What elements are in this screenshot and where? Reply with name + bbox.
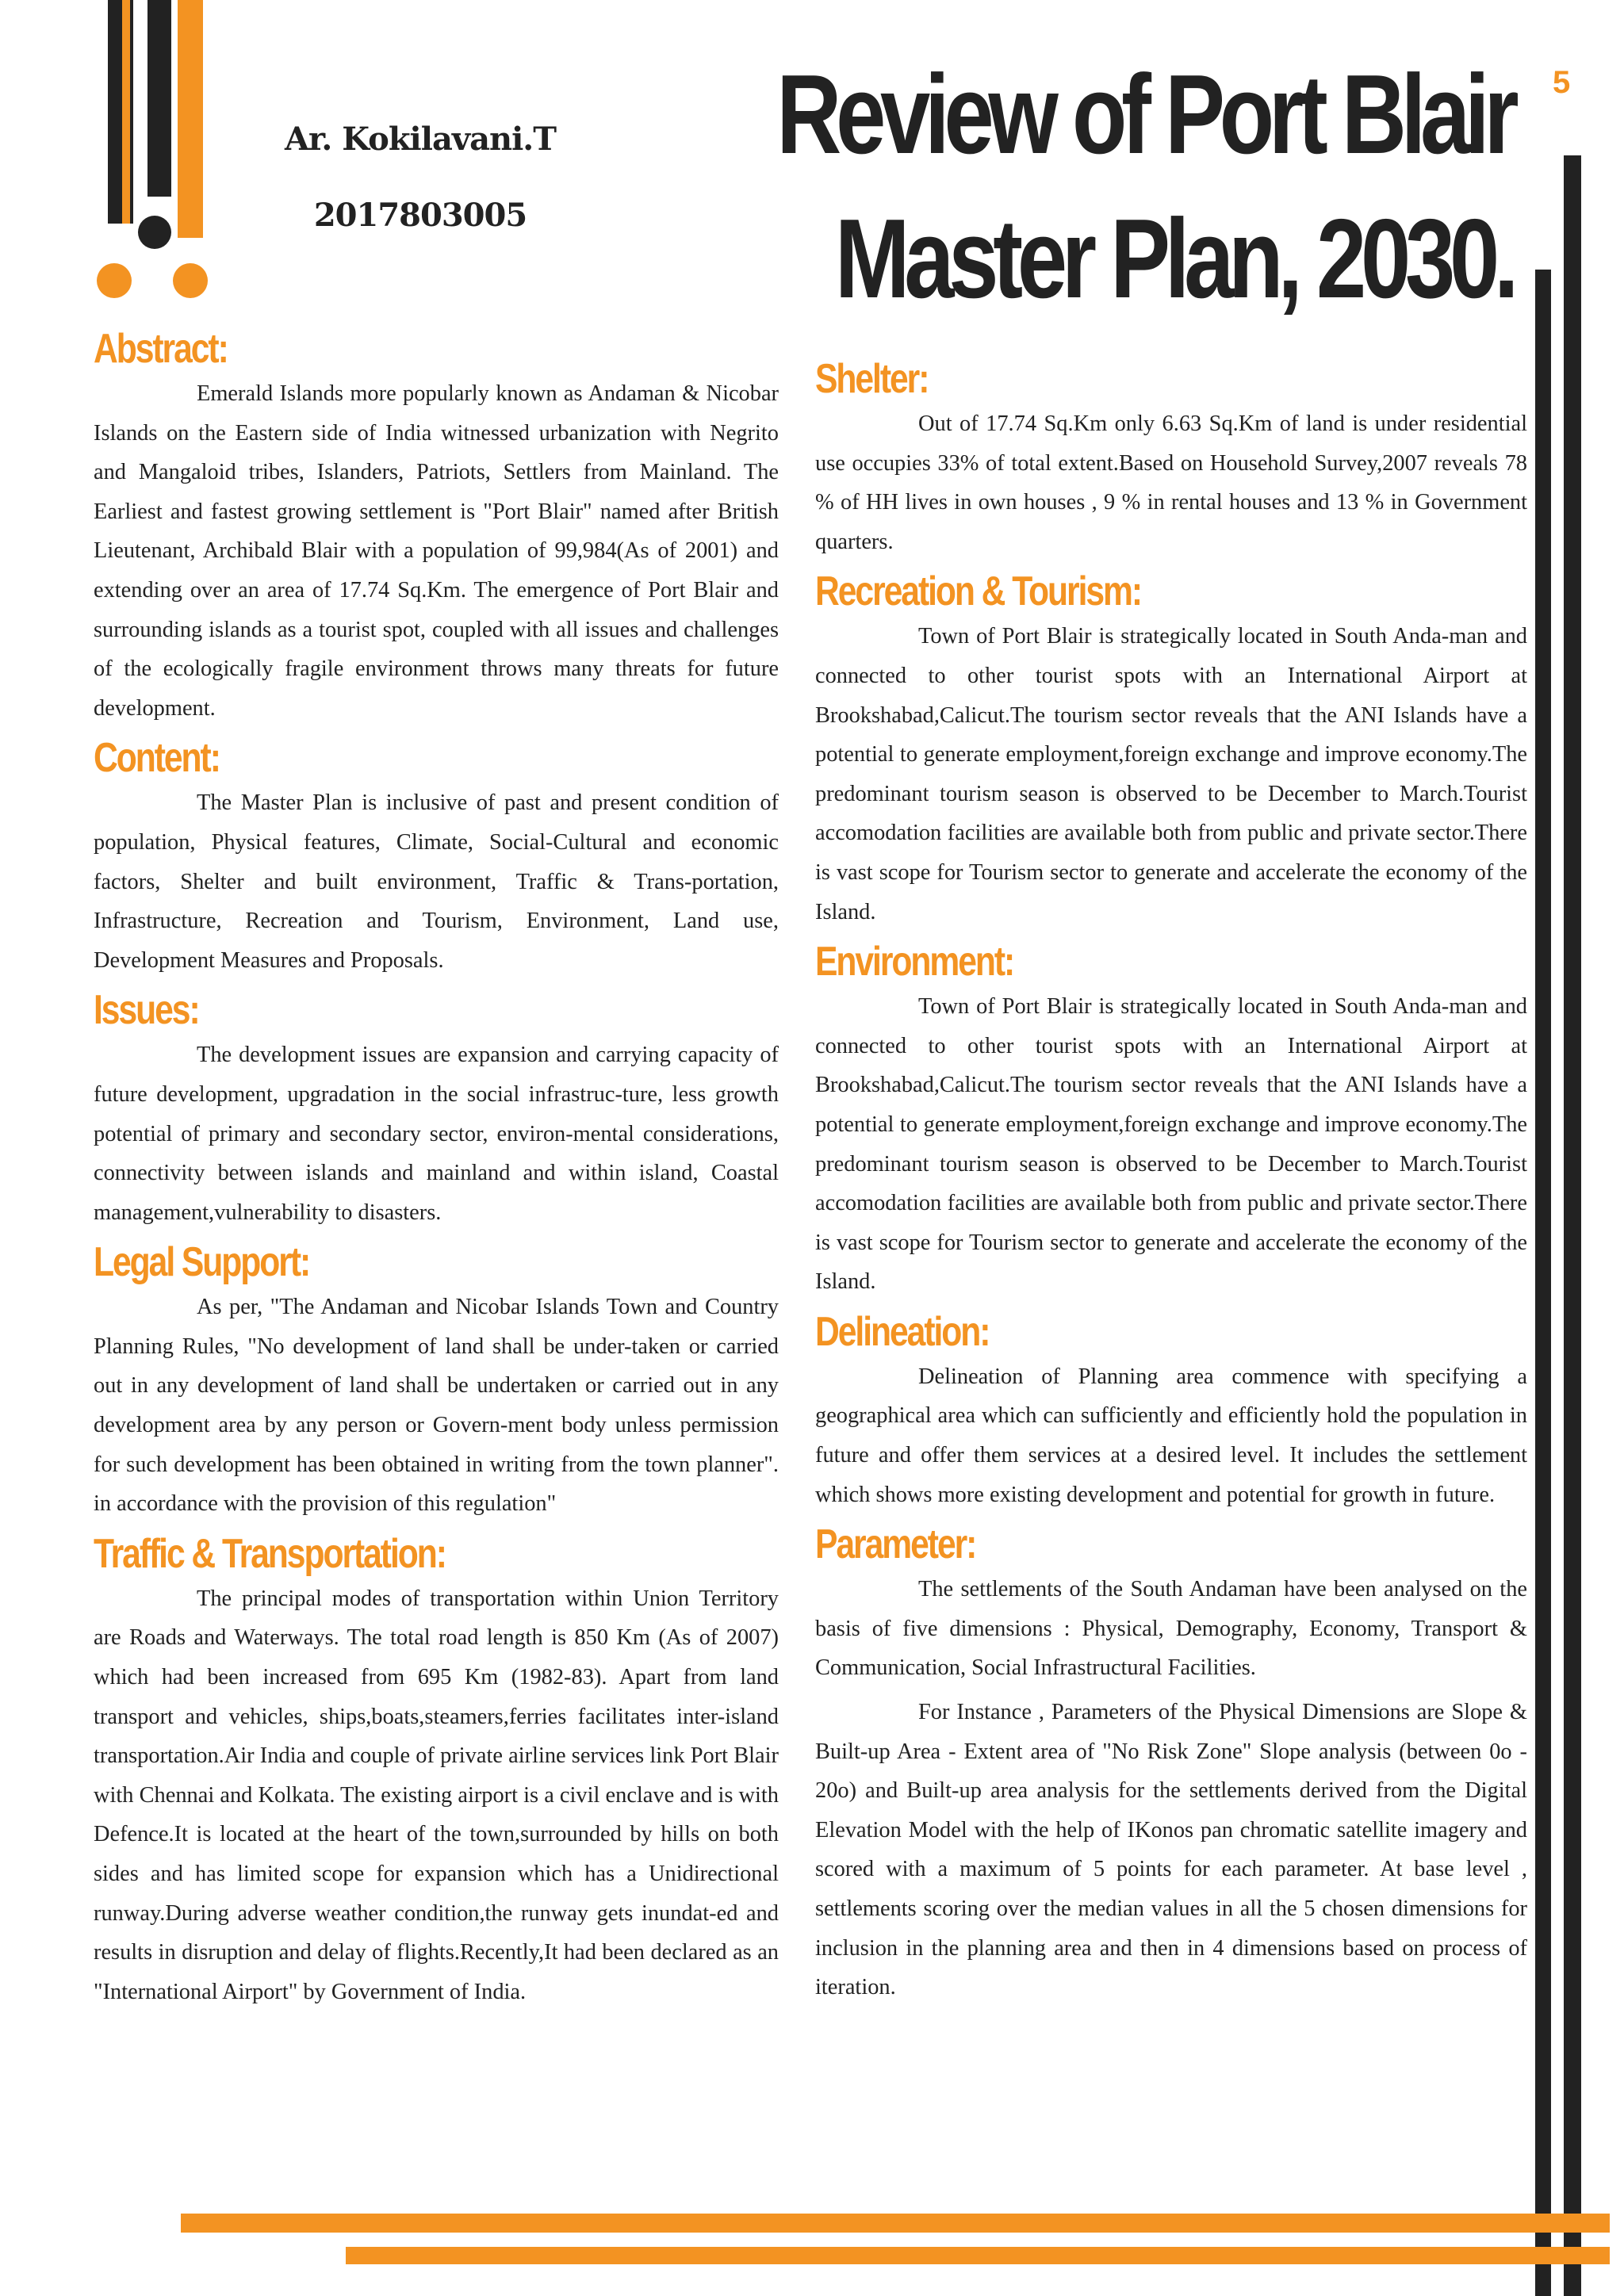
section-parameter [815, 1519, 1527, 2007]
section-paragraph [94, 1288, 779, 1524]
left-column [94, 323, 779, 2016]
side-bar-short [1535, 270, 1551, 2296]
bottom-stripe-2 [346, 2247, 1610, 2264]
paragraph-text: The Master Plan is inclusive of past and present condition of population, Physical features, Climate, Social-Cultural and economic factors, Shelter and built environment, Traffic & Trans-portation, Infrastructure, Recreation and Tourism, Environment, Land use, Development Measures and Proposals. [94, 790, 779, 973]
section-heading: Environment: [815, 939, 1014, 985]
section-heading: Legal Support: [94, 1239, 310, 1286]
section-paragraph [94, 783, 779, 980]
page-number: 5 [1553, 65, 1571, 100]
section-paragraph [815, 404, 1527, 561]
paragraph-text: Town of Port Blair is strategically located in South Anda-man and connected to other tourist spots with an International Airport at Brookshabad,Calicut.The tourism sector reveals that the ANI Islands have a potential to generate employment,foreign exchange and improve economy.The predominant tourism season is observed to be December to March.Tourist accomodation facilities are available both from public and private sector.There is vast scope for Tourism sector to generate and accelerate the economy of the Island. [815, 994, 1527, 1295]
section-issues [94, 985, 779, 1232]
section-paragraph [815, 1357, 1527, 1514]
section-traffic-transportation [94, 1529, 779, 2012]
section-paragraph [94, 1579, 779, 2012]
section-paragraph [94, 374, 779, 728]
section-heading: Parameter: [815, 1521, 976, 1568]
logo-dot-orange-left [97, 263, 132, 298]
logo-bar-orange-right [178, 0, 203, 238]
section-paragraph [815, 1693, 1527, 2007]
section-heading: Content: [94, 735, 220, 782]
paragraph-text: Out of 17.74 Sq.Km only 6.63 Sq.Km of land is under residential use occupies 33% of total extent.Based on Household Survey,2007 reveals 78 % of HH lives in own houses , 9 % in rental houses and 13 % in Government quarters. [815, 411, 1527, 554]
paragraph-text: Delineation of Planning area commence with specifying a geographical area which can sufficiently and efficiently hold the population in future and offer them services at a desired level. It includes the settlement which shows more existing development and potential for growth in future. [815, 1364, 1527, 1507]
right-column [815, 354, 1527, 2012]
paragraph-text: The settlements of the South Andaman have been analysed on the basis of five dimensions : Physical, Demography, Economy, Transport & Communication, Social Infrastructural Facilities. [815, 1577, 1527, 1681]
author-name: Ar. Kokilavani.T [284, 121, 556, 158]
page-title-line-2: Master Plan, 2030. [834, 196, 1513, 322]
section-legal-support [94, 1237, 779, 1524]
paragraph-text: Emerald Islands more popularly known as Andaman & Nicobar Islands on the Eastern side of India witnessed urbanization with Negrito and Mangaloid tribes, Islanders, Patriots, Settlers from Mainland. The Earliest and fastest growing settlement is "Port Blair" named after British Lieutenant, Archibald Blair with a population of 99,984(As of 2001) and extending over an area of 17.74 Sq.Km. The emergence of Port Blair and surrounding islands as a tourist spot, coupled with all issues and challenges of the ecologically fragile environment throws many threats for future development. [94, 381, 779, 721]
paragraph-text: The development issues are expansion and carrying capacity of future development, upgradation in the social infrastruc-ture, less growth potential of primary and secondary sector, environ-mental considerations, connectivity between islands and mainland and within island, Coastal management,vulnerability to disasters. [94, 1043, 779, 1225]
section-paragraph [94, 1035, 779, 1232]
section-heading: Abstract: [94, 326, 228, 372]
side-bar-long [1564, 155, 1581, 2296]
paragraph-text: Town of Port Blair is strategically located in South Anda-man and connected to other tourist spots with an International Airport at Brookshabad,Calicut.The tourism sector reveals that the ANI Islands have a potential to generate employment,foreign exchange and improve economy.The predominant tourism season is observed to be December to March.Tourist accomodation facilities are available both from public and private sector.There is vast scope for Tourism sector to generate and accelerate the economy of the Island. [815, 624, 1527, 924]
logo-bar-orange-left [122, 0, 130, 224]
section-content [94, 733, 779, 980]
section-paragraph [815, 1570, 1527, 1688]
logo-dot-orange-right [173, 263, 208, 298]
paragraph-text: As per, "The Andaman and Nicobar Islands Town and Country Planning Rules, "No development of land shall be under-taken or carried out in any development of land shall be undertaken or carried out in any development area by any person or Govern-ment body unless permission for such development has been obtained in writing from the town planner". in accordance with the provision of this regulation" [94, 1295, 779, 1517]
section-heading: Traffic & Transportation: [94, 1530, 446, 1577]
section-heading: Recreation & Tourism: [815, 568, 1142, 615]
paragraph-text: For Instance , Parameters of the Physical Dimensions are Slope & Built-up Area - Extent area of "No Risk Zone" Slope analysis (between 0o - 20o) and Built-up area analysis for the settlements derived from the Digital Elevation Model with the help of IKonos pan chromatic satellite imagery and scored with a maximum of 5 points for each parameter. At base level , settlements scoring over the median values in all the 5 chosen dimensions for inclusion in the planning area and then in 4 dimensions based on process of iteration. [815, 1700, 1527, 2000]
logo-dot-black [138, 216, 171, 249]
section-environment [815, 936, 1527, 1302]
section-delineation [815, 1307, 1527, 1514]
section-paragraph [815, 987, 1527, 1302]
section-paragraph [815, 617, 1527, 932]
bottom-stripe-1 [181, 2214, 1610, 2233]
section-heading: Issues: [94, 987, 199, 1034]
logo-bar-black-right [147, 0, 171, 197]
section-heading: Shelter: [815, 356, 929, 402]
author-id: 2017803005 [313, 197, 527, 234]
section-abstract [94, 323, 779, 728]
section-shelter [815, 354, 1527, 561]
section-heading: Delineation: [815, 1308, 990, 1355]
paragraph-text: The principal modes of transportation within Union Territory are Roads and Waterways. The total road length is 850 Km (As of 2007) which had been increased from 695 Km (1982-83). Apart from land transport and vehicles, ships,boats,steamers,ferries facilitates inter-island transportation.Air India and couple of private airline services link Port Blair with Chennai and Kolkata. The existing airport is a civil enclave and is with Defence.It is located at the heart of the town,surrounded by hills on both sides and has limited scope for expansion which has a Unidirectional runway.During adverse weather condition,the runway gets inundat-ed and results in disruption and delay of flights.Recently,It had been declared as an "International Airport" by Government of India. [94, 1586, 779, 2004]
section-recreation-tourism [815, 566, 1527, 932]
page-title-line-1: Review of Port Blair [776, 52, 1513, 178]
